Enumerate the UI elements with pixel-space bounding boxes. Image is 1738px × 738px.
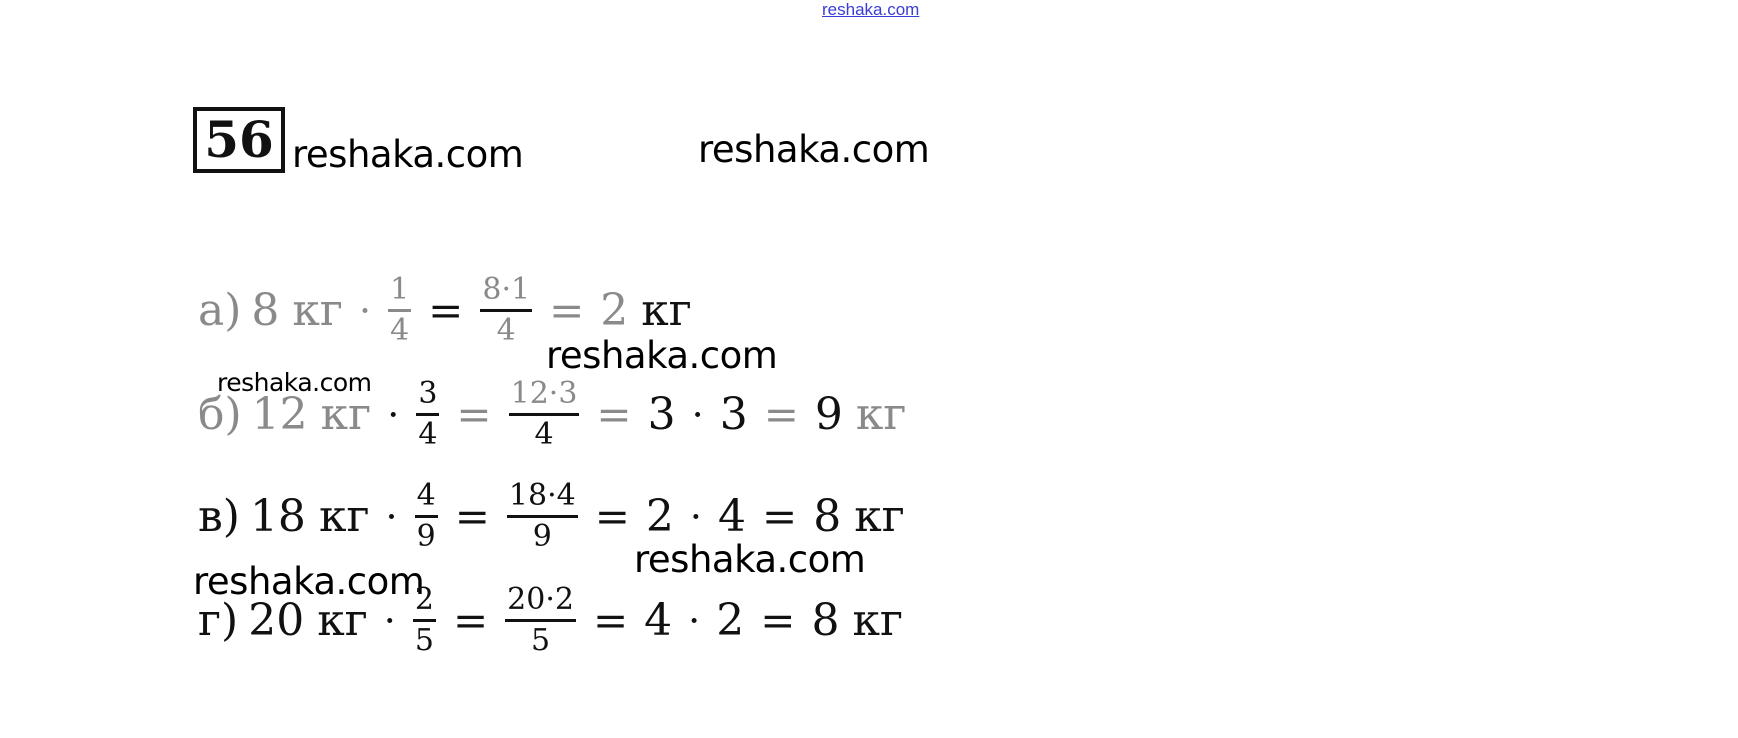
result: 8 bbox=[811, 595, 840, 646]
unit: кг bbox=[292, 285, 343, 336]
times-sign: · bbox=[688, 598, 701, 643]
fraction-bar bbox=[415, 515, 438, 518]
row-label: б) bbox=[198, 389, 242, 440]
equals-sign: = bbox=[452, 596, 489, 645]
fraction-denominator: 9 bbox=[416, 519, 436, 554]
row-label: в) bbox=[198, 491, 240, 542]
equals-sign: = bbox=[454, 492, 490, 541]
watermark: reshaka.com bbox=[698, 128, 930, 171]
watermark: reshaka.com bbox=[634, 538, 866, 581]
fraction bbox=[388, 272, 411, 349]
amount: 12 bbox=[251, 389, 308, 440]
fraction bbox=[415, 478, 438, 555]
equals-sign: = bbox=[594, 492, 630, 541]
row-label: а) bbox=[198, 285, 242, 336]
amount: 8 bbox=[251, 285, 280, 336]
multiplier-b: 4 bbox=[717, 491, 746, 542]
fraction-bar bbox=[413, 619, 436, 622]
result-unit: кг bbox=[855, 389, 907, 440]
solution-row-b bbox=[193, 376, 911, 453]
result: 9 bbox=[814, 389, 843, 440]
task-number: 56 bbox=[204, 110, 274, 169]
fraction bbox=[505, 582, 576, 659]
fraction-numerator: 4 bbox=[416, 478, 436, 513]
fraction bbox=[480, 272, 532, 349]
multiplier-b: 3 bbox=[719, 389, 748, 440]
equals-sign: = bbox=[596, 390, 632, 439]
unit: кг bbox=[318, 491, 370, 542]
fraction-bar bbox=[507, 515, 578, 518]
result: 8 bbox=[813, 491, 842, 542]
unit: кг bbox=[317, 595, 368, 646]
fraction-numerator: 8·1 bbox=[482, 272, 531, 307]
fraction bbox=[416, 376, 439, 453]
fraction-bar bbox=[505, 619, 576, 622]
fraction-bar bbox=[509, 413, 580, 416]
multiplier-b: 2 bbox=[716, 595, 745, 646]
equals-sign: = bbox=[456, 390, 492, 439]
times-sign: · bbox=[691, 392, 704, 437]
unit: кг bbox=[320, 389, 372, 440]
fraction-denominator: 4 bbox=[534, 417, 554, 452]
times-sign: · bbox=[358, 288, 372, 333]
fraction-numerator: 1 bbox=[390, 272, 410, 307]
site-link[interactable]: reshaka.com bbox=[822, 0, 920, 19]
fraction bbox=[507, 478, 578, 555]
amount: 20 bbox=[248, 595, 305, 646]
fraction-numerator: 12·3 bbox=[510, 376, 578, 411]
equals-sign: = bbox=[549, 286, 585, 335]
fraction-bar bbox=[388, 309, 411, 312]
multiplier-a: 3 bbox=[647, 389, 676, 440]
fraction-numerator: 2 bbox=[414, 582, 434, 617]
watermark: reshaka.com bbox=[217, 368, 372, 397]
fraction-numerator: 20·2 bbox=[507, 582, 574, 617]
fraction-numerator: 18·4 bbox=[508, 478, 576, 513]
amount: 18 bbox=[249, 491, 306, 542]
watermark: reshaka.com bbox=[292, 133, 524, 176]
equals-sign: = bbox=[428, 286, 464, 335]
result-unit: кг bbox=[854, 491, 905, 542]
fraction bbox=[509, 376, 580, 453]
multiplier-a: 2 bbox=[645, 491, 674, 542]
fraction-denominator: 4 bbox=[390, 313, 410, 348]
result-unit: кг bbox=[641, 285, 692, 336]
equals-sign: = bbox=[760, 596, 796, 645]
solution-row-g bbox=[193, 582, 908, 659]
row-label: г) bbox=[198, 595, 239, 646]
equals-sign: = bbox=[592, 596, 629, 645]
times-sign: · bbox=[387, 392, 400, 437]
times-sign: · bbox=[689, 494, 702, 539]
fraction-denominator: 5 bbox=[414, 623, 434, 658]
task-number-box bbox=[193, 107, 285, 173]
times-sign: · bbox=[383, 598, 396, 643]
fraction-bar bbox=[416, 413, 439, 416]
fraction bbox=[413, 582, 436, 659]
fraction-denominator: 4 bbox=[418, 417, 438, 452]
fraction-numerator: 3 bbox=[418, 376, 438, 411]
equals-sign: = bbox=[763, 390, 799, 439]
fraction-denominator: 5 bbox=[531, 623, 551, 658]
watermark: reshaka.com bbox=[546, 334, 778, 377]
watermark: reshaka.com bbox=[193, 560, 425, 603]
fraction-denominator: 9 bbox=[532, 519, 552, 554]
fraction-denominator: 4 bbox=[496, 313, 516, 348]
result-unit: кг bbox=[852, 595, 904, 646]
equals-sign: = bbox=[761, 492, 798, 541]
times-sign: · bbox=[385, 494, 398, 539]
result: 2 bbox=[600, 285, 629, 336]
multiplier-a: 4 bbox=[644, 595, 673, 646]
fraction-bar bbox=[480, 309, 532, 312]
